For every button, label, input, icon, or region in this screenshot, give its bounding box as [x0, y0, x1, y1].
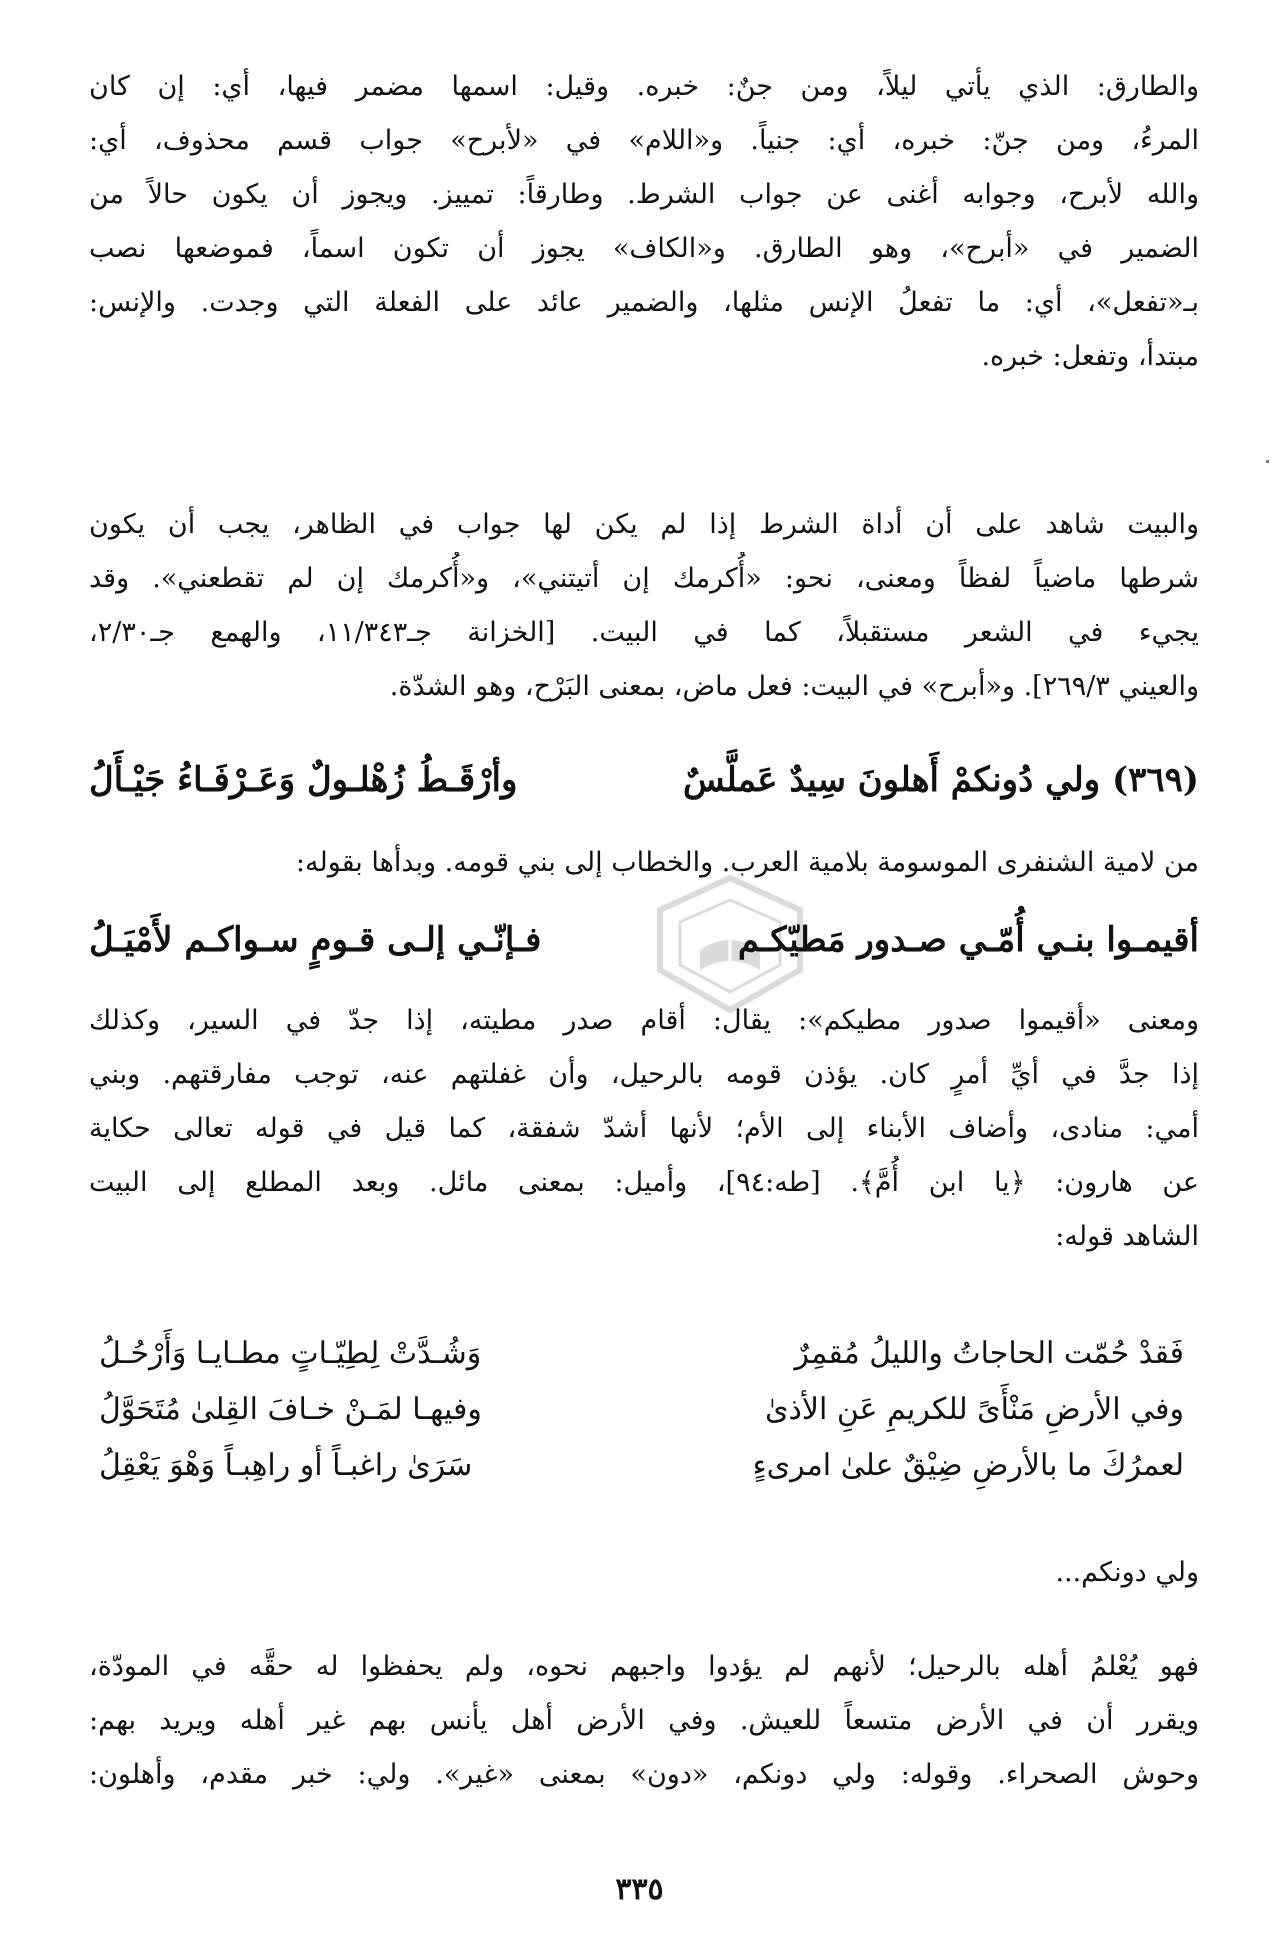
paragraph-commentary — [89, 1640, 1199, 1802]
text-line: ويقرر أن في الأرض متسعاً للعيش. وفي الأرض أهل يأنس بهم غير أهله ويريد بهم: — [89, 1705, 1199, 1736]
verse-second-hemistich: سَرَىٰ راغبـاً أو راهِبـاً وَهْوَ يَعْقِلُ — [99, 1448, 473, 1483]
poem-verse — [99, 1382, 1184, 1438]
text-line: المرءُ، ومن جنّ: خبره، أي: جنياً. و«اللام» في «لأبرح» جواب قسم محذوف، أي: — [89, 125, 1199, 156]
verse-second-hemistich: وأرْقَـطُ زُهْلـولٌ وَعَـرْفَـاءُ جَيْـأَلُ — [89, 760, 518, 800]
verse-first-hemistich: أقيمـوا بنـي أُمّـي صـدور مَطيّكـم — [737, 920, 1199, 960]
text-line: شرطها ماضياً لفظاً ومعنى، نحو: «أُكرمك إن أتيتني»، و«أُكرمك إن لم تقطعني». وقد — [89, 563, 1199, 594]
scan-speck — [1266, 460, 1269, 463]
text-line: الضمير في «أبرح»، وهو الطارق. و«الكاف» يجوز أن تكون اسماً، فموضعها نصب — [89, 233, 1199, 264]
verse-first-hemistich: (٣٦٩) ولي دُونكمْ أَهلونَ سِيدٌ عَملَّسٌ — [682, 760, 1199, 800]
text-line: ولي دونكم... — [1055, 1557, 1199, 1588]
text-line: والبيت شاهد على أن أداة الشرط إذا لم يكن لها جواب في الظاهر، يجب أن يكون — [89, 509, 1199, 540]
text-line: والعيني ٢٦٩/٣]. و«أبرح» في البيت: فعل ماض، بمعنى البَرْح، وهو الشدّة. — [389, 671, 1199, 702]
text-line: والله لأبرح، وجوابه أغنى عن جواب الشرط. وطارقاً: تمييز. ويجوز أن يكون حالاً من — [89, 179, 1199, 210]
paragraph-meaning — [89, 994, 1199, 1264]
text-line: عن هارون: ﴿يا ابن أُمَّ﴾. [طه:٩٤]، وأميل: بمعنى مائل. وبعد المطلع إلى البيت — [89, 1167, 1199, 1198]
poem-verse — [99, 1438, 1184, 1494]
verse-first-hemistich: لعمرُكَ ما بالأرضِ ضِيْقٌ علىٰ امرىءٍ — [752, 1448, 1184, 1483]
text-line: بـ«تفعل»، أي: ما تفعلُ الإنس مثلها، والضمير عائد على الفعلة التي وجدت. والإنس: — [89, 287, 1199, 318]
text-line: إذا جدَّ في أيِّ أمرٍ كان. يؤذن قومه بالرحيل، وأن غفلتهم عنه، توجب مفارقتهم. وبني — [89, 1059, 1199, 1090]
opening-verse — [89, 908, 1199, 972]
text-line: أمي: منادى، وأضاف الأبناء إلى الأم؛ لأنها أشدّ شفقة، كما قيل في قوله تعالى حكاية — [89, 1113, 1199, 1144]
paragraph-grammar-analysis — [89, 60, 1199, 384]
page-number: ٣٣٥ — [615, 1872, 664, 1907]
text-line: وحوش الصحراء. وقوله: ولي دونكم، «دون» بمعنى «غير». ولي: خبر مقدم، وأهلون: — [89, 1759, 1199, 1790]
text-line: يجيء في الشعر مستقبلاً، كما في البيت. [الخزانة جـ١١/٣٤٣، والهمع جـ٢/٣٠، — [89, 617, 1199, 648]
verse-first-hemistich: وفي الأرضِ مَنْأَىً للكريمِ عَنِ الأذىٰ — [765, 1392, 1184, 1427]
verse-second-hemistich: وفيهـا لمَـنْ خـافَ القِلىٰ مُتَحَوَّلُ — [99, 1392, 482, 1427]
text-line: من لامية الشنفرى الموسومة بلامية العرب. والخطاب إلى بني قومه. وبدأها بقوله: — [295, 847, 1199, 878]
paragraph-continuation — [89, 1546, 1199, 1600]
text-line: الشاهد قوله: — [1055, 1221, 1199, 1252]
poem-verse — [99, 1326, 1184, 1382]
verse-second-hemistich: فـإنّـي إلـى قـومٍ سـواكـم لأَمْيَـلُ — [89, 920, 542, 960]
poem-block — [99, 1326, 1184, 1494]
text-line: ومعنى «أقيموا صدور مطيكم»: يقال: أقام صدر مطيته، إذا جدّ في السير، وكذلك — [89, 1005, 1199, 1036]
text-line: فهو يُعْلمُ أهله بالرحيل؛ لأنهم لم يؤدوا واجبهم نحوه، ولم يحفظوا له حقَّه في المودّة، — [89, 1651, 1199, 1682]
verse-369 — [89, 748, 1199, 812]
text-line: والطارق: الذي يأتي ليلاً، ومن جنٌ: خبره. وقيل: اسمها مضمر فيها، أي: إن كان — [89, 71, 1199, 102]
text-line: مبتدأ، وتفعل: خبره. — [981, 341, 1199, 372]
paragraph-witness-explanation — [89, 498, 1199, 714]
verse-second-hemistich: وَشُـدَّتْ لِطِيّـاتٍ مطـايـا وَأَرْحُـلُ — [99, 1336, 482, 1371]
verse-first-hemistich: فَقدْ حُمّت الحاجاتُ والليلُ مُقمِرٌ — [794, 1336, 1184, 1371]
